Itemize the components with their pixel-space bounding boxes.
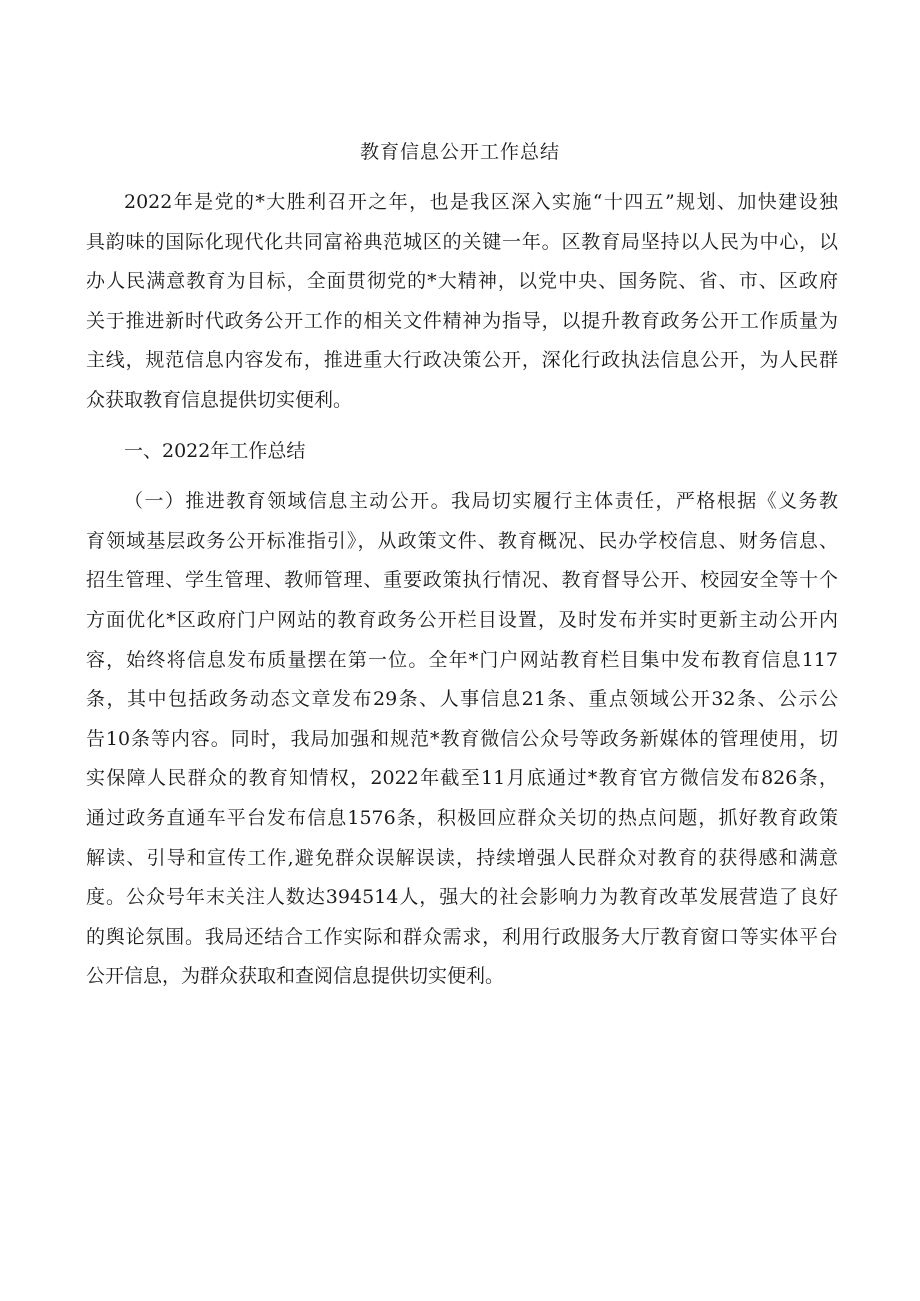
paragraph-line: 2022年是党的*大胜利召开之年，也是我区深入实施“十四五”规划、加快建设独 <box>124 191 838 213</box>
paragraph-spacer <box>86 471 838 482</box>
paragraph-line: 办人民满意教育为目标，全面贯彻党的*大精神，以党中央、国务院、省、市、区政府 <box>86 270 838 293</box>
paragraph-line: 具韵味的国际化现代化共同富裕典范城区的关键一年。区教育局坚持以人民为中心，以 <box>86 230 838 253</box>
paragraph-line: 招生管理、学生管理、教师管理、重要政策执行情况、教育督导公开、校园安全等十个 <box>86 569 838 592</box>
paragraph-spacer <box>86 421 838 432</box>
paragraph-section1-item1 <box>86 482 838 997</box>
paragraph-line: 育领域基层政务公开标准指引》，从政策文件、教育概况、民办学校信息、财务信息、 <box>86 529 838 552</box>
section-heading: 一、2022年工作总结 <box>124 439 306 462</box>
paragraph-line: 公开信息，为群众获取和查阅信息提供切实便利。 <box>86 965 505 988</box>
paragraph-line: 关于推进新时代政务公开工作的相关文件精神为指导，以提升教育政务公开工作质量为 <box>86 309 838 332</box>
paragraph-line: 解读、引导和宣传工作,避免群众误解误读，持续增强人民群众对教育的获得感和满意 <box>86 846 838 869</box>
paragraph-line: 通过政务直通车平台发布信息1576条，积极回应群众关切的热点问题，抓好教育政策 <box>86 806 838 829</box>
document-body <box>86 183 838 997</box>
paragraph-line: 度。公众号年末关注人数达394514人，强大的社会影响力为教育改革发展营造了良好 <box>86 886 838 909</box>
paragraph-line: 实保障人民群众的教育知情权，2022年截至11月底通过*教育官方微信发布826条， <box>86 767 838 790</box>
paragraph-line: 方面优化*区政府门户网站的教育政务公开栏目设置，及时发布并实时更新主动公开内 <box>86 608 838 631</box>
paragraph-line: （一）推进教育领域信息主动公开。我局切实履行主体责任，严格根据《义务教 <box>124 490 838 513</box>
paragraph-line: 条，其中包括政务动态文章发布29条、人事信息21条、重点领域公开32条、公示公 <box>86 688 838 711</box>
paragraph-line: 众获取教育信息提供切实便利。 <box>86 388 353 411</box>
paragraph-line: 主线，规范信息内容发布，推进重大行政决策公开，深化行政执法信息公开，为人民群 <box>86 349 838 372</box>
paragraph-line: 告10条等内容。同时，我局加强和规范*教育微信公众号等政务新媒体的管理使用，切 <box>86 727 838 750</box>
paragraph-intro <box>86 183 838 421</box>
paragraph-line: 的舆论氛围。我局还结合工作实际和群众需求，利用行政服务大厅教育窗口等实体平台 <box>86 925 838 948</box>
paragraph-line: 容，始终将信息发布质量摆在第一位。全年*门户网站教育栏目集中发布教育信息117 <box>86 648 838 671</box>
document-title: 教育信息公开工作总结 <box>359 141 560 163</box>
